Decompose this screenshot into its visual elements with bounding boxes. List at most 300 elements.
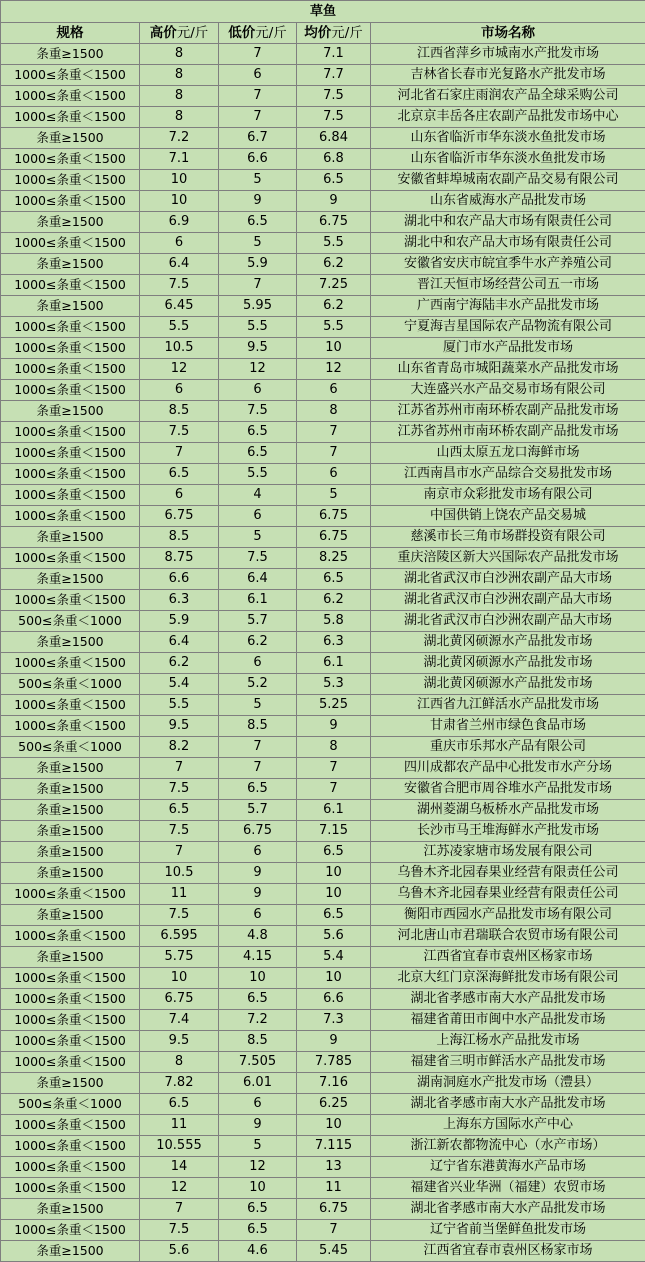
table-row — [1, 863, 645, 884]
table-row — [1, 464, 645, 485]
table-row — [1, 380, 645, 401]
high-price-cell: 8 — [140, 44, 219, 65]
low-price-cell: 5.2 — [219, 674, 297, 695]
table-row — [1, 548, 645, 569]
spec-cell: 1000≤条重＜1500 — [1, 380, 140, 401]
avg-price-cell: 7.15 — [297, 821, 371, 842]
avg-price-cell: 6.1 — [297, 653, 371, 674]
low-price-cell: 7.505 — [219, 1052, 297, 1073]
low-price-cell: 6 — [219, 1094, 297, 1115]
high-price-cell: 6.5 — [140, 464, 219, 485]
header-high-label: 高价 — [150, 25, 177, 41]
market-name-cell: 四川成都农产品中心批发市水产分场 — [371, 758, 645, 779]
low-price-cell: 9 — [219, 863, 297, 884]
low-price-cell: 4.8 — [219, 926, 297, 947]
avg-price-cell: 7.5 — [297, 86, 371, 107]
avg-price-cell: 6.1 — [297, 800, 371, 821]
low-price-cell: 7 — [219, 44, 297, 65]
table-row — [1, 947, 645, 968]
low-price-cell: 8.5 — [219, 1031, 297, 1052]
spec-cell: 1000≤条重＜1500 — [1, 359, 140, 380]
avg-price-cell: 9 — [297, 716, 371, 737]
high-price-cell: 11 — [140, 884, 219, 905]
table-row — [1, 1136, 645, 1157]
table-row — [1, 254, 645, 275]
avg-price-cell: 5.8 — [297, 611, 371, 632]
spec-cell: 1000≤条重＜1500 — [1, 1010, 140, 1031]
table-row — [1, 422, 645, 443]
market-name-cell: 湖北省武汉市白沙洲农副产品大市场 — [371, 611, 645, 632]
high-price-cell: 7.82 — [140, 1073, 219, 1094]
high-price-cell: 7 — [140, 443, 219, 464]
title-row — [1, 1, 645, 23]
avg-price-cell: 10 — [297, 1115, 371, 1136]
header-avg — [297, 23, 371, 44]
spec-cell: 500≤条重＜1000 — [1, 674, 140, 695]
high-price-cell: 10 — [140, 191, 219, 212]
low-price-cell: 9 — [219, 191, 297, 212]
avg-price-cell: 12 — [297, 359, 371, 380]
table-row — [1, 1031, 645, 1052]
table-row — [1, 107, 645, 128]
low-price-cell: 7.5 — [219, 401, 297, 422]
low-price-cell: 6.4 — [219, 569, 297, 590]
market-name-cell: 福建省莆田市闽中水产品批发市场 — [371, 1010, 645, 1031]
low-price-cell: 4.6 — [219, 1241, 297, 1262]
high-price-cell: 5.6 — [140, 1241, 219, 1262]
market-name-cell: 山东省青岛市城阳蔬菜水产品批发市场 — [371, 359, 645, 380]
market-name-cell: 江苏省苏州市南环桥农副产品批发市场 — [371, 422, 645, 443]
spec-cell: 条重≥1500 — [1, 632, 140, 653]
table-row — [1, 632, 645, 653]
low-price-cell: 5 — [219, 1136, 297, 1157]
low-price-cell: 7 — [219, 275, 297, 296]
avg-price-cell: 7.1 — [297, 44, 371, 65]
spec-cell: 500≤条重＜1000 — [1, 611, 140, 632]
low-price-cell: 4.15 — [219, 947, 297, 968]
market-name-cell: 重庆涪陵区新大兴国际农产品批发市场 — [371, 548, 645, 569]
low-price-cell: 7 — [219, 107, 297, 128]
spec-cell: 条重≥1500 — [1, 863, 140, 884]
table-row — [1, 737, 645, 758]
high-price-cell: 7 — [140, 842, 219, 863]
low-price-cell: 8.5 — [219, 716, 297, 737]
avg-price-cell: 5.3 — [297, 674, 371, 695]
market-name-cell: 慈溪市长三角市场群投资有限公司 — [371, 527, 645, 548]
spec-cell: 1000≤条重＜1500 — [1, 65, 140, 86]
low-price-cell: 6 — [219, 653, 297, 674]
table-row — [1, 1094, 645, 1115]
market-name-cell: 山东省威海水产品批发市场 — [371, 191, 645, 212]
high-price-cell: 5.75 — [140, 947, 219, 968]
high-price-cell: 6.5 — [140, 1094, 219, 1115]
high-price-cell: 7.5 — [140, 422, 219, 443]
spec-cell: 1000≤条重＜1500 — [1, 317, 140, 338]
low-price-cell: 6.5 — [219, 212, 297, 233]
market-name-cell: 山西太原五龙口海鲜市场 — [371, 443, 645, 464]
table-row — [1, 275, 645, 296]
market-name-cell: 大连盛兴水产品交易市场有限公司 — [371, 380, 645, 401]
spec-cell: 条重≥1500 — [1, 296, 140, 317]
avg-price-cell: 7 — [297, 443, 371, 464]
table-row — [1, 1010, 645, 1031]
high-price-cell: 8.5 — [140, 401, 219, 422]
spec-cell: 1000≤条重＜1500 — [1, 233, 140, 254]
market-name-cell: 衡阳市西园水产品批发市场有限公司 — [371, 905, 645, 926]
table-row — [1, 401, 645, 422]
high-price-cell: 6.75 — [140, 506, 219, 527]
high-price-cell: 6.3 — [140, 590, 219, 611]
table-row — [1, 569, 645, 590]
table-row — [1, 800, 645, 821]
avg-price-cell: 9 — [297, 1031, 371, 1052]
market-name-cell: 湖北省武汉市白沙洲农副产品大市场 — [371, 590, 645, 611]
high-price-cell: 6 — [140, 233, 219, 254]
spec-cell: 条重≥1500 — [1, 1073, 140, 1094]
market-name-cell: 湖州菱湖乌板桥水产品批发市场 — [371, 800, 645, 821]
header-low-unit: 元/斤 — [255, 25, 287, 41]
market-name-cell: 江西南昌市水产品综合交易批发市场 — [371, 464, 645, 485]
avg-price-cell: 6 — [297, 380, 371, 401]
spec-cell: 1000≤条重＜1500 — [1, 86, 140, 107]
avg-price-cell: 6.3 — [297, 632, 371, 653]
spec-cell: 1000≤条重＜1500 — [1, 1157, 140, 1178]
spec-cell: 条重≥1500 — [1, 947, 140, 968]
table-row — [1, 821, 645, 842]
table-row — [1, 1157, 645, 1178]
header-avg-unit: 元/斤 — [331, 25, 363, 41]
header-spec: 规格 — [1, 23, 140, 44]
high-price-cell: 6.9 — [140, 212, 219, 233]
table-row — [1, 527, 645, 548]
high-price-cell: 9.5 — [140, 1031, 219, 1052]
market-name-cell: 安徽省蚌埠城南农副产品交易有限公司 — [371, 170, 645, 191]
spec-cell: 条重≥1500 — [1, 254, 140, 275]
spec-cell: 条重≥1500 — [1, 821, 140, 842]
spec-cell: 条重≥1500 — [1, 401, 140, 422]
avg-price-cell: 7 — [297, 422, 371, 443]
high-price-cell: 8.2 — [140, 737, 219, 758]
header-market: 市场名称 — [371, 23, 645, 44]
table-row — [1, 611, 645, 632]
low-price-cell: 7.5 — [219, 548, 297, 569]
header-low-label: 低价 — [228, 25, 255, 41]
spec-cell: 1000≤条重＜1500 — [1, 1031, 140, 1052]
spec-cell: 条重≥1500 — [1, 1199, 140, 1220]
table-row — [1, 926, 645, 947]
header-high-unit: 元/斤 — [177, 25, 209, 41]
high-price-cell: 6.4 — [140, 632, 219, 653]
avg-price-cell: 7 — [297, 758, 371, 779]
table-row — [1, 1073, 645, 1094]
high-price-cell: 5.5 — [140, 695, 219, 716]
avg-price-cell: 8 — [297, 401, 371, 422]
avg-price-cell: 6.8 — [297, 149, 371, 170]
market-name-cell: 江苏省苏州市南环桥农副产品批发市场 — [371, 401, 645, 422]
high-price-cell: 8 — [140, 86, 219, 107]
low-price-cell: 5 — [219, 695, 297, 716]
high-price-cell: 6.6 — [140, 569, 219, 590]
high-price-cell: 7.5 — [140, 275, 219, 296]
low-price-cell: 4 — [219, 485, 297, 506]
spec-cell: 1000≤条重＜1500 — [1, 464, 140, 485]
market-name-cell: 湖北省孝感市南大水产品批发市场 — [371, 1199, 645, 1220]
low-price-cell: 5.7 — [219, 611, 297, 632]
table-row — [1, 233, 645, 254]
avg-price-cell: 5.5 — [297, 317, 371, 338]
high-price-cell: 10.5 — [140, 338, 219, 359]
table-row — [1, 1052, 645, 1073]
table-row — [1, 191, 645, 212]
market-name-cell: 江西省宜春市袁州区杨家市场 — [371, 1241, 645, 1262]
market-name-cell: 福建省三明市鲜活水产品批发市场 — [371, 1052, 645, 1073]
avg-price-cell: 6.2 — [297, 254, 371, 275]
avg-price-cell: 7 — [297, 1220, 371, 1241]
table-row — [1, 443, 645, 464]
spec-cell: 500≤条重＜1000 — [1, 1094, 140, 1115]
table-row — [1, 485, 645, 506]
low-price-cell: 6.5 — [219, 1199, 297, 1220]
high-price-cell: 14 — [140, 1157, 219, 1178]
market-name-cell: 厦门市水产品批发市场 — [371, 338, 645, 359]
low-price-cell: 6.01 — [219, 1073, 297, 1094]
header-avg-label: 均价 — [304, 25, 331, 41]
table-row — [1, 779, 645, 800]
high-price-cell: 10 — [140, 968, 219, 989]
high-price-cell: 7 — [140, 1199, 219, 1220]
market-name-cell: 辽宁省东港黄海水产品市场 — [371, 1157, 645, 1178]
avg-price-cell: 6.2 — [297, 296, 371, 317]
table-row — [1, 884, 645, 905]
table-row — [1, 758, 645, 779]
header-high — [140, 23, 219, 44]
low-price-cell: 12 — [219, 359, 297, 380]
low-price-cell: 5.95 — [219, 296, 297, 317]
high-price-cell: 10.5 — [140, 863, 219, 884]
spec-cell: 1000≤条重＜1500 — [1, 275, 140, 296]
low-price-cell: 6.7 — [219, 128, 297, 149]
table-row — [1, 1241, 645, 1262]
avg-price-cell: 7.785 — [297, 1052, 371, 1073]
spec-cell: 1000≤条重＜1500 — [1, 590, 140, 611]
table-row — [1, 506, 645, 527]
low-price-cell: 9 — [219, 1115, 297, 1136]
table-row — [1, 1199, 645, 1220]
high-price-cell: 10.555 — [140, 1136, 219, 1157]
avg-price-cell: 7.5 — [297, 107, 371, 128]
market-name-cell: 山东省临沂市华东淡水鱼批发市场 — [371, 128, 645, 149]
high-price-cell: 8 — [140, 65, 219, 86]
market-name-cell: 江苏凌家塘市场发展有限公司 — [371, 842, 645, 863]
avg-price-cell: 6.75 — [297, 506, 371, 527]
market-name-cell: 安徽省合肥市周谷堆水产品批发市场 — [371, 779, 645, 800]
low-price-cell: 6.5 — [219, 422, 297, 443]
avg-price-cell: 8.25 — [297, 548, 371, 569]
market-name-cell: 山东省临沂市华东淡水鱼批发市场 — [371, 149, 645, 170]
high-price-cell: 7.5 — [140, 779, 219, 800]
spec-cell: 1000≤条重＜1500 — [1, 884, 140, 905]
table-row — [1, 695, 645, 716]
high-price-cell: 9.5 — [140, 716, 219, 737]
avg-price-cell: 6.75 — [297, 212, 371, 233]
table-row — [1, 1178, 645, 1199]
market-name-cell: 河北省石家庄雨润农产品全球采购公司 — [371, 86, 645, 107]
table-row — [1, 842, 645, 863]
low-price-cell: 10 — [219, 968, 297, 989]
avg-price-cell: 7 — [297, 779, 371, 800]
table-row — [1, 86, 645, 107]
spec-cell: 1000≤条重＜1500 — [1, 1115, 140, 1136]
avg-price-cell: 10 — [297, 338, 371, 359]
market-name-cell: 吉林省长春市光复路水产批发市场 — [371, 65, 645, 86]
low-price-cell: 6 — [219, 380, 297, 401]
high-price-cell: 7.1 — [140, 149, 219, 170]
spec-cell: 1000≤条重＜1500 — [1, 107, 140, 128]
high-price-cell: 12 — [140, 359, 219, 380]
high-price-cell: 7.4 — [140, 1010, 219, 1031]
market-name-cell: 湖北省孝感市南大水产品批发市场 — [371, 989, 645, 1010]
market-name-cell: 上海江杨水产品批发市场 — [371, 1031, 645, 1052]
spec-cell: 1000≤条重＜1500 — [1, 1052, 140, 1073]
low-price-cell: 6 — [219, 842, 297, 863]
market-name-cell: 湖南洞庭水产批发市场（澧县） — [371, 1073, 645, 1094]
high-price-cell: 8.5 — [140, 527, 219, 548]
avg-price-cell: 6.6 — [297, 989, 371, 1010]
table-row — [1, 149, 645, 170]
high-price-cell: 12 — [140, 1178, 219, 1199]
low-price-cell: 5.7 — [219, 800, 297, 821]
avg-price-cell: 7.3 — [297, 1010, 371, 1031]
spec-cell: 1000≤条重＜1500 — [1, 695, 140, 716]
avg-price-cell: 8 — [297, 737, 371, 758]
avg-price-cell: 7.25 — [297, 275, 371, 296]
market-name-cell: 重庆市乐邦水产品有限公司 — [371, 737, 645, 758]
avg-price-cell: 13 — [297, 1157, 371, 1178]
spec-cell: 1000≤条重＜1500 — [1, 968, 140, 989]
low-price-cell: 7 — [219, 758, 297, 779]
avg-price-cell: 6 — [297, 464, 371, 485]
spec-cell: 条重≥1500 — [1, 758, 140, 779]
market-name-cell: 湖北黄冈硕源水产品批发市场 — [371, 632, 645, 653]
avg-price-cell: 5.5 — [297, 233, 371, 254]
market-name-cell: 北京京丰岳各庄农副产品批发市场中心 — [371, 107, 645, 128]
market-name-cell: 辽宁省前当堡鲜鱼批发市场 — [371, 1220, 645, 1241]
low-price-cell: 6.5 — [219, 779, 297, 800]
market-name-cell: 湖北中和农产品大市场有限责任公司 — [371, 212, 645, 233]
spec-cell: 1000≤条重＜1500 — [1, 548, 140, 569]
market-name-cell: 上海东方国际水产中心 — [371, 1115, 645, 1136]
market-name-cell: 安徽省安庆市皖宜季牛水产养殖公司 — [371, 254, 645, 275]
low-price-cell: 5.5 — [219, 317, 297, 338]
low-price-cell: 9 — [219, 884, 297, 905]
table-row — [1, 989, 645, 1010]
avg-price-cell: 6.25 — [297, 1094, 371, 1115]
avg-price-cell: 10 — [297, 968, 371, 989]
low-price-cell: 6.5 — [219, 1220, 297, 1241]
market-name-cell: 湖北黄冈硕源水产品批发市场 — [371, 653, 645, 674]
spec-cell: 1000≤条重＜1500 — [1, 506, 140, 527]
market-name-cell: 湖北省武汉市白沙洲农副产品大市场 — [371, 569, 645, 590]
header-row — [1, 23, 645, 44]
market-name-cell: 乌鲁木齐北园春果业经营有限责任公司 — [371, 884, 645, 905]
high-price-cell: 6.4 — [140, 254, 219, 275]
high-price-cell: 5.5 — [140, 317, 219, 338]
table-row — [1, 128, 645, 149]
high-price-cell: 7.5 — [140, 821, 219, 842]
table-row — [1, 905, 645, 926]
table-row — [1, 968, 645, 989]
low-price-cell: 10 — [219, 1178, 297, 1199]
spec-cell: 条重≥1500 — [1, 1241, 140, 1262]
avg-price-cell: 5.25 — [297, 695, 371, 716]
spec-cell: 1000≤条重＜1500 — [1, 926, 140, 947]
spec-cell: 1000≤条重＜1500 — [1, 191, 140, 212]
low-price-cell: 6.75 — [219, 821, 297, 842]
high-price-cell: 6.5 — [140, 800, 219, 821]
spec-cell: 条重≥1500 — [1, 905, 140, 926]
spec-cell: 1000≤条重＜1500 — [1, 1220, 140, 1241]
table-row — [1, 1220, 645, 1241]
high-price-cell: 6.75 — [140, 989, 219, 1010]
spec-cell: 1000≤条重＜1500 — [1, 653, 140, 674]
avg-price-cell: 10 — [297, 863, 371, 884]
avg-price-cell: 9 — [297, 191, 371, 212]
avg-price-cell: 5 — [297, 485, 371, 506]
table-row — [1, 65, 645, 86]
table-body — [1, 44, 645, 1262]
avg-price-cell: 11 — [297, 1178, 371, 1199]
market-name-cell: 湖北黄冈硕源水产品批发市场 — [371, 674, 645, 695]
low-price-cell: 5 — [219, 527, 297, 548]
market-name-cell: 乌鲁木齐北园春果业经营有限责任公司 — [371, 863, 645, 884]
spec-cell: 条重≥1500 — [1, 527, 140, 548]
market-name-cell: 河北唐山市君瑞联合农贸市场有限公司 — [371, 926, 645, 947]
avg-price-cell: 6.84 — [297, 128, 371, 149]
table-row — [1, 170, 645, 191]
spec-cell: 1000≤条重＜1500 — [1, 422, 140, 443]
market-name-cell: 北京大红门京深海鲜批发市场有限公司 — [371, 968, 645, 989]
avg-price-cell: 6.5 — [297, 569, 371, 590]
spec-cell: 1000≤条重＜1500 — [1, 149, 140, 170]
high-price-cell: 8 — [140, 1052, 219, 1073]
market-name-cell: 江西省宜春市袁州区杨家市场 — [371, 947, 645, 968]
high-price-cell: 7.5 — [140, 1220, 219, 1241]
spec-cell: 条重≥1500 — [1, 842, 140, 863]
spec-cell: 500≤条重＜1000 — [1, 737, 140, 758]
spec-cell: 条重≥1500 — [1, 212, 140, 233]
low-price-cell: 6 — [219, 905, 297, 926]
low-price-cell: 6.2 — [219, 632, 297, 653]
market-name-cell: 中国供销上饶农产品交易城 — [371, 506, 645, 527]
low-price-cell: 6 — [219, 65, 297, 86]
avg-price-cell: 6.5 — [297, 842, 371, 863]
low-price-cell: 5.5 — [219, 464, 297, 485]
high-price-cell: 8.75 — [140, 548, 219, 569]
header-low — [219, 23, 297, 44]
spec-cell: 条重≥1500 — [1, 569, 140, 590]
avg-price-cell: 6.5 — [297, 170, 371, 191]
market-name-cell: 江西省九江鲜活水产品批发市场 — [371, 695, 645, 716]
avg-price-cell: 5.6 — [297, 926, 371, 947]
table-row — [1, 212, 645, 233]
table-row — [1, 296, 645, 317]
market-name-cell: 晋江天恒市场经营公司五一市场 — [371, 275, 645, 296]
table-row — [1, 716, 645, 737]
high-price-cell: 6.45 — [140, 296, 219, 317]
spec-cell: 1000≤条重＜1500 — [1, 338, 140, 359]
table-title: 草鱼 — [1, 1, 645, 23]
avg-price-cell: 6.75 — [297, 527, 371, 548]
